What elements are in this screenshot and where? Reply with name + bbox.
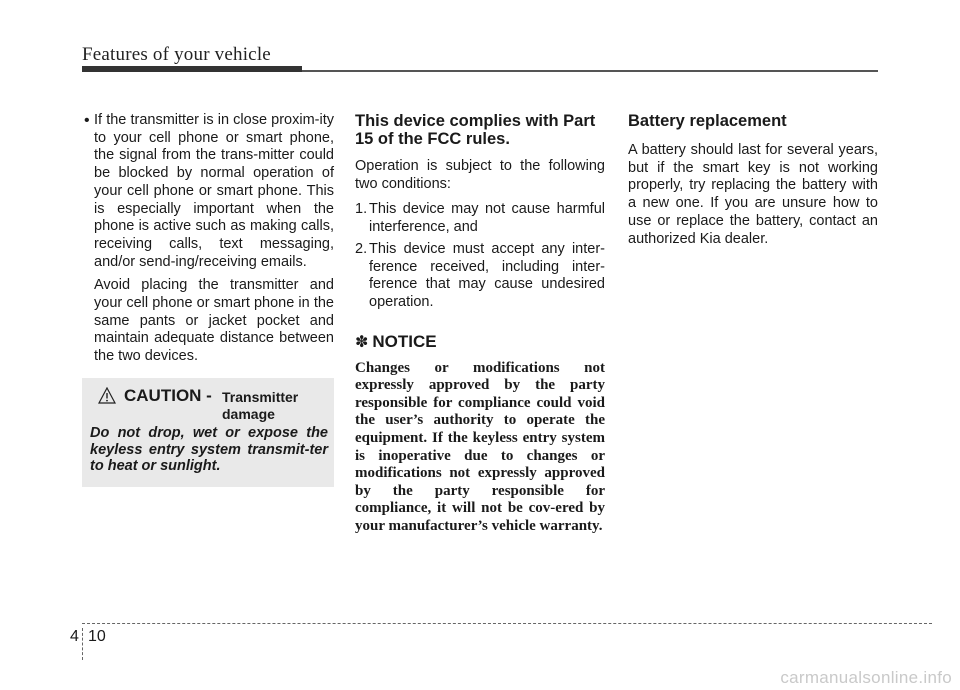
header-title: Features of your vehicle xyxy=(82,44,271,65)
bullet-paragraph-2: Avoid placing the transmitter and your cell phone or smart phone in the same pants or jacket pocket and maintain adequate distance between the two devices. xyxy=(94,277,334,365)
caution-title: Transmitter damage xyxy=(222,389,299,422)
fcc-conditions-list xyxy=(355,201,605,311)
column-middle xyxy=(355,112,605,536)
list-item xyxy=(355,241,605,312)
chapter-number: 4 xyxy=(70,628,79,645)
list-item-text: This device may not cause harmful interference, and xyxy=(369,201,605,236)
bullet-item xyxy=(82,112,334,366)
footer-rule xyxy=(82,623,932,624)
list-item-text: This device must accept any inter-ference received, including inter-ference that may cause undesired operation. xyxy=(369,240,605,310)
watermark: carmanualsonline.info xyxy=(780,668,952,687)
header-rule-thin xyxy=(302,70,878,72)
warning-triangle-icon xyxy=(98,387,116,404)
caution-box xyxy=(82,378,334,487)
fcc-heading: This device complies with Part 15 of the FCC rules. xyxy=(355,112,596,148)
bullet-icon: • xyxy=(84,112,90,129)
column-right xyxy=(628,112,878,248)
notice-header xyxy=(355,332,605,352)
page-number: 10 xyxy=(88,628,106,645)
footer-separator xyxy=(82,628,83,660)
caution-body: Do not drop, wet or expose the keyless entry system transmit-ter to heat or sunlight. xyxy=(90,425,328,474)
list-item-number: 1. xyxy=(355,201,368,218)
notice-body: Changes or modifications not expressly approved by the party responsible for compliance could void the user’s authority to operate the equipment. If the keyless entry system is inoperative due to changes or modifications not expressly approved by the party responsible for compliance, it will not be cov-ered by your manufacturer’s vehicle warranty. xyxy=(355,359,605,534)
column-left xyxy=(82,112,334,366)
battery-heading: Battery replacement xyxy=(628,112,787,130)
battery-body: A battery should last for several years, but if the smart key is not working properly, try replacing the battery with a new one. If you are unsure how to use or replace the battery, contact an authorized Kia dealer. xyxy=(628,142,878,247)
asterisk-icon: ✽ xyxy=(355,333,369,351)
fcc-intro: Operation is subject to the following two conditions: xyxy=(355,158,605,192)
list-item-number: 2. xyxy=(355,240,368,257)
caution-label: CAUTION - xyxy=(124,386,212,405)
notice-label: NOTICE xyxy=(372,331,437,351)
list-item xyxy=(355,201,605,236)
bullet-paragraph-1: If the transmitter is in close proxim-ity to your cell phone or smart phone, the signal from the trans-mitter could be blocked by normal operation of your cell phone or smart phone. This is especially important when the phone is active such as making calls, receiving calls, text messaging, and/or send-ing/receiving emails. xyxy=(94,112,334,270)
header-rule-thick xyxy=(82,66,302,72)
